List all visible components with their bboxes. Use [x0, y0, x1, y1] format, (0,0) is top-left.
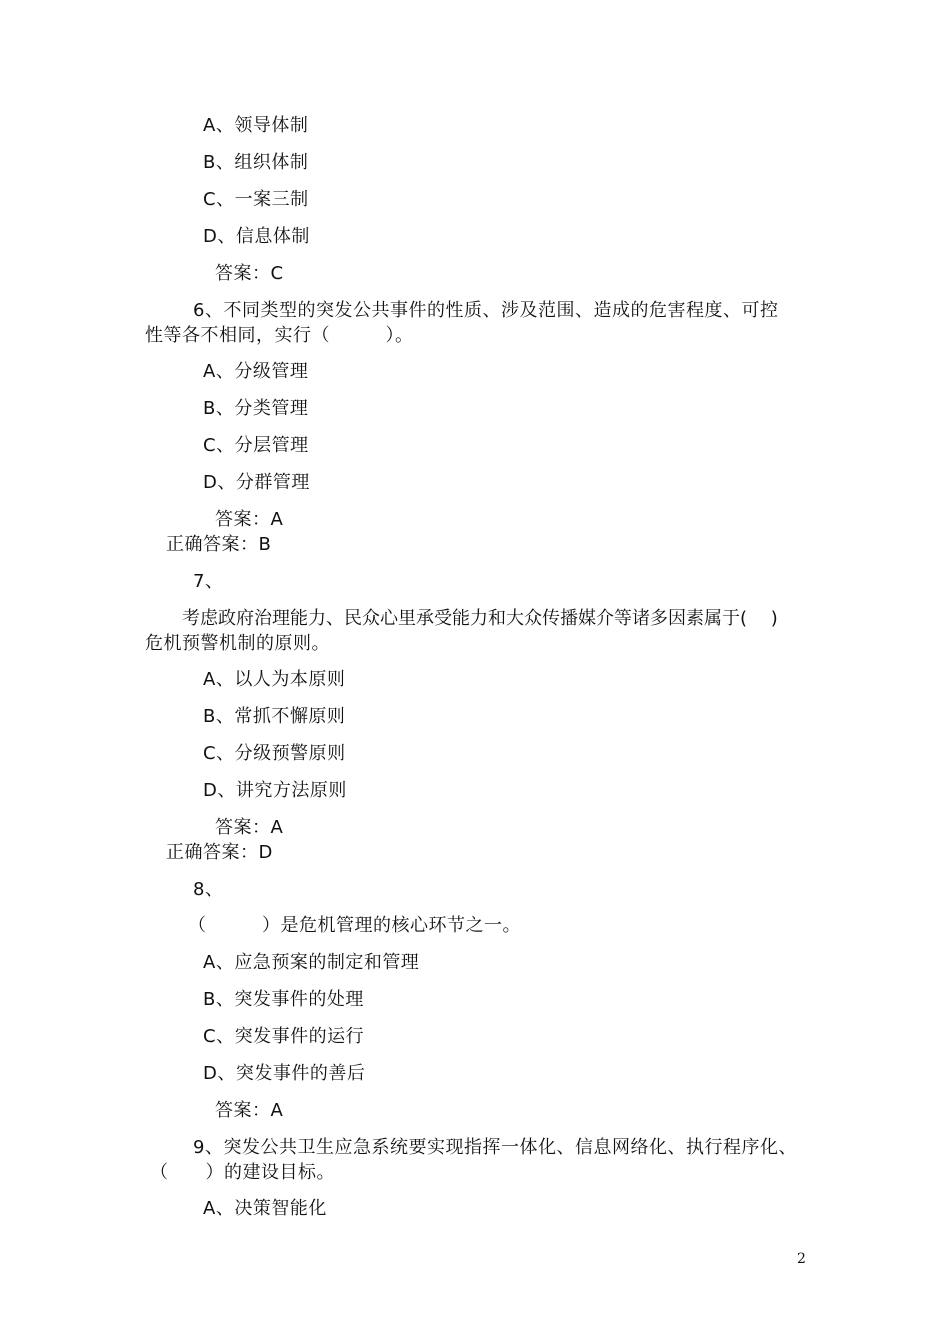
- q6-text-line2: 性等各不相同，实行（ ）。: [145, 325, 414, 346]
- page-number: 2: [797, 1251, 806, 1267]
- q7-text-line2: 危机预警机制的原则。: [145, 633, 330, 654]
- q6-correct-answer: 正确答案：B: [166, 534, 272, 555]
- q7-option-d: D、讲究方法原则: [203, 780, 347, 801]
- q5-option-d: D、信息体制: [203, 226, 310, 247]
- q9-text-line1: 9、突发公共卫生应急系统要实现指挥一体化、信息网络化、执行程序化、: [193, 1137, 797, 1158]
- q8-option-a: A、应急预案的制定和管理: [203, 952, 420, 973]
- q7-number: 7、: [193, 571, 224, 592]
- q8-option-b: B、突发事件的处理: [203, 989, 364, 1010]
- q6-answer: 答案：A: [215, 509, 284, 530]
- q5-option-c: C、一案三制: [203, 189, 309, 210]
- q7-option-c: C、分级预警原则: [203, 743, 346, 764]
- q8-number: 8、: [193, 879, 224, 900]
- q6-option-a: A、分级管理: [203, 361, 309, 382]
- q8-answer: 答案：A: [215, 1100, 284, 1121]
- q8-option-c: C、突发事件的运行: [203, 1026, 365, 1047]
- q7-option-a: A、以人为本原则: [203, 669, 346, 690]
- q6-text-line1: 6、不同类型的突发公共事件的性质、涉及范围、造成的危害程度、可控: [193, 300, 779, 321]
- q6-option-b: B、分类管理: [203, 398, 309, 419]
- q7-answer: 答案：A: [215, 817, 284, 838]
- q7-correct-answer: 正确答案：D: [166, 842, 273, 863]
- q6-option-d: D、分群管理: [203, 472, 310, 493]
- q7-text-line1: 考虑政府治理能力、民众心里承受能力和大众传播媒介等诸多因素属于( ): [182, 608, 778, 629]
- q6-option-c: C、分层管理: [203, 435, 309, 456]
- q8-text-line1: （ ）是危机管理的核心环节之一。: [188, 915, 521, 936]
- q9-option-a: A、决策智能化: [203, 1198, 327, 1219]
- q5-option-b: B、组织体制: [203, 152, 309, 173]
- q9-text-line2: （ ）的建设目标。: [150, 1162, 335, 1183]
- q5-answer: 答案：C: [215, 263, 284, 284]
- q7-option-b: B、常抓不懈原则: [203, 706, 346, 727]
- q8-option-d: D、突发事件的善后: [203, 1063, 366, 1084]
- q5-option-a: A、领导体制: [203, 115, 309, 136]
